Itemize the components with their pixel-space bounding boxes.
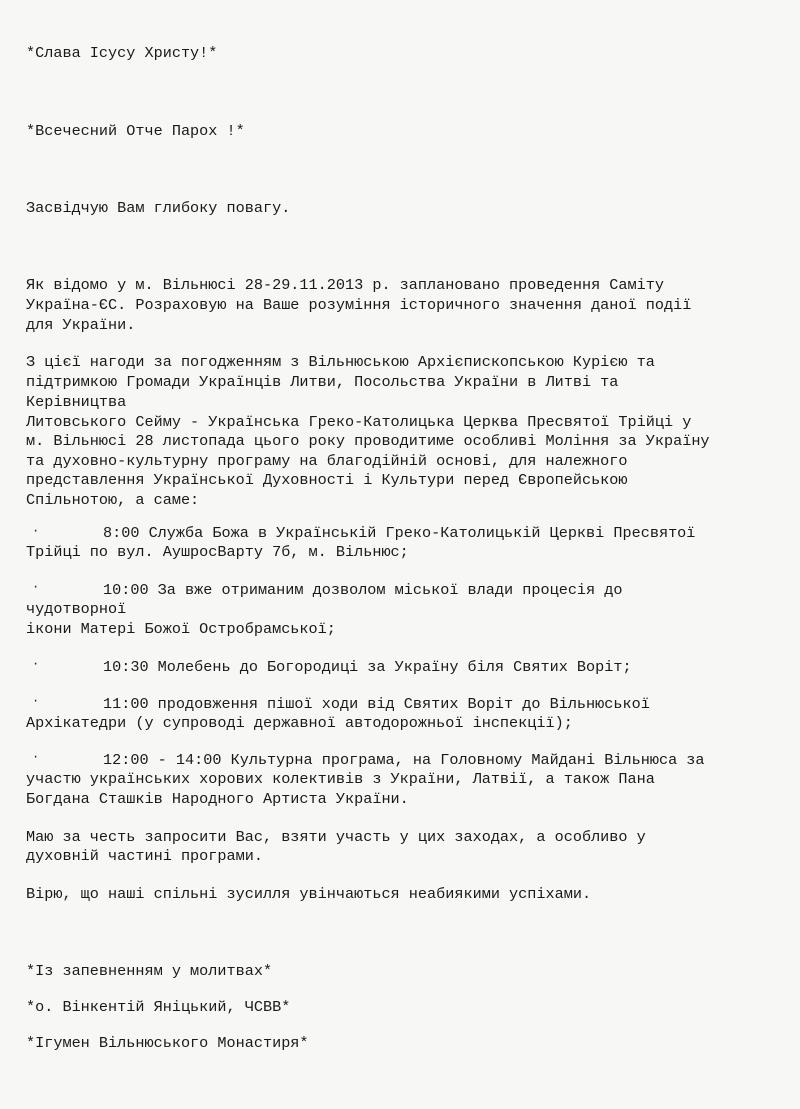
para2-line: Керівництва xyxy=(26,393,127,411)
schedule-item: 10:00 За вже отриманим дозволом міської влади процесія до xyxy=(103,581,623,599)
para1-line: Україна-ЄС. Розраховую на Ваше розуміння історичного значення даної події xyxy=(26,296,692,314)
para2-line: та духовно-культурну програму на благодійній основі, для належного xyxy=(26,452,628,470)
schedule-item: 8:00 Служба Божа в Українській Греко-Католицькій Церкві Пресвятої xyxy=(103,524,696,542)
para2-line: м. Вільнюсі 28 листопада цього року проводитиме особливі Моління за Україну xyxy=(26,432,710,450)
schedule-item-cont: участю українських хорових колективів з України, Латвії, а також Пана xyxy=(26,770,655,788)
para1-line: Як відомо у м. Вільнюсі 28-29.11.2013 р. заплановано проведення Саміту xyxy=(26,276,664,294)
para2-line: представлення Української Духовності і Культури перед Європейською xyxy=(26,471,628,489)
invite-line: Маю за честь запросити Вас, взяти участь у цих заходах, а особливо у xyxy=(26,828,646,846)
schedule-item-cont: Архікатедри (у супроводі державної автодорожньої інспекції); xyxy=(26,714,573,732)
schedule-item-cont: ікони Матері Божої Остробрамської; xyxy=(26,620,336,638)
closing: *Із запевненням у молитвах* xyxy=(26,962,273,980)
schedule-item-cont: Богдана Сташків Народного Артиста України. xyxy=(26,790,409,808)
respect-line: Засвідчую Вам глибоку повагу. xyxy=(26,199,291,217)
invite-line: духовній частині програми. xyxy=(26,847,263,865)
belief-line: Вірю, що наші спільні зусилля увінчаються неабиякими успіхами. xyxy=(26,885,592,903)
para2-line: З цієї нагоди за погодженням з Вільнюською Архієпископською Курією та xyxy=(26,353,655,371)
para2-line: підтримкою Громади Українців Литви, Посольства України в Литві та xyxy=(26,373,619,391)
bullet: · xyxy=(32,750,40,764)
greeting: *Слава Ісусу Христу!* xyxy=(26,44,218,62)
schedule-item-cont: Трійці по вул. АушросВарту 7б, м. Вільнюс; xyxy=(26,543,409,561)
bullet: · xyxy=(32,694,40,708)
bullet: · xyxy=(32,657,40,671)
signature-name: *о. Вінкентій Яніцький, ЧСВВ* xyxy=(26,998,291,1016)
bullet: · xyxy=(32,580,40,594)
schedule-item: 12:00 - 14:00 Культурна програма, на Головному Майдані Вільнюса за xyxy=(103,751,705,769)
schedule-item: 11:00 продовження пішої ходи від Святих Воріт до Вільнюської xyxy=(103,695,650,713)
bullet: · xyxy=(32,524,40,538)
salutation: *Всечесний Отче Парох !* xyxy=(26,122,245,140)
schedule-item-cont: чудотворної xyxy=(26,600,127,618)
schedule-item: 10:30 Молебень до Богородиці за Україну біля Святих Воріт; xyxy=(103,658,632,676)
para2-line: Спільнотою, а саме: xyxy=(26,491,200,509)
para2-line: Литовського Сейму - Українська Греко-Католицька Церква Пресвятої Трійці у xyxy=(26,413,692,431)
para1-line: для України. xyxy=(26,316,136,334)
signature-title: *Ігумен Вільнюського Монастиря* xyxy=(26,1034,309,1052)
